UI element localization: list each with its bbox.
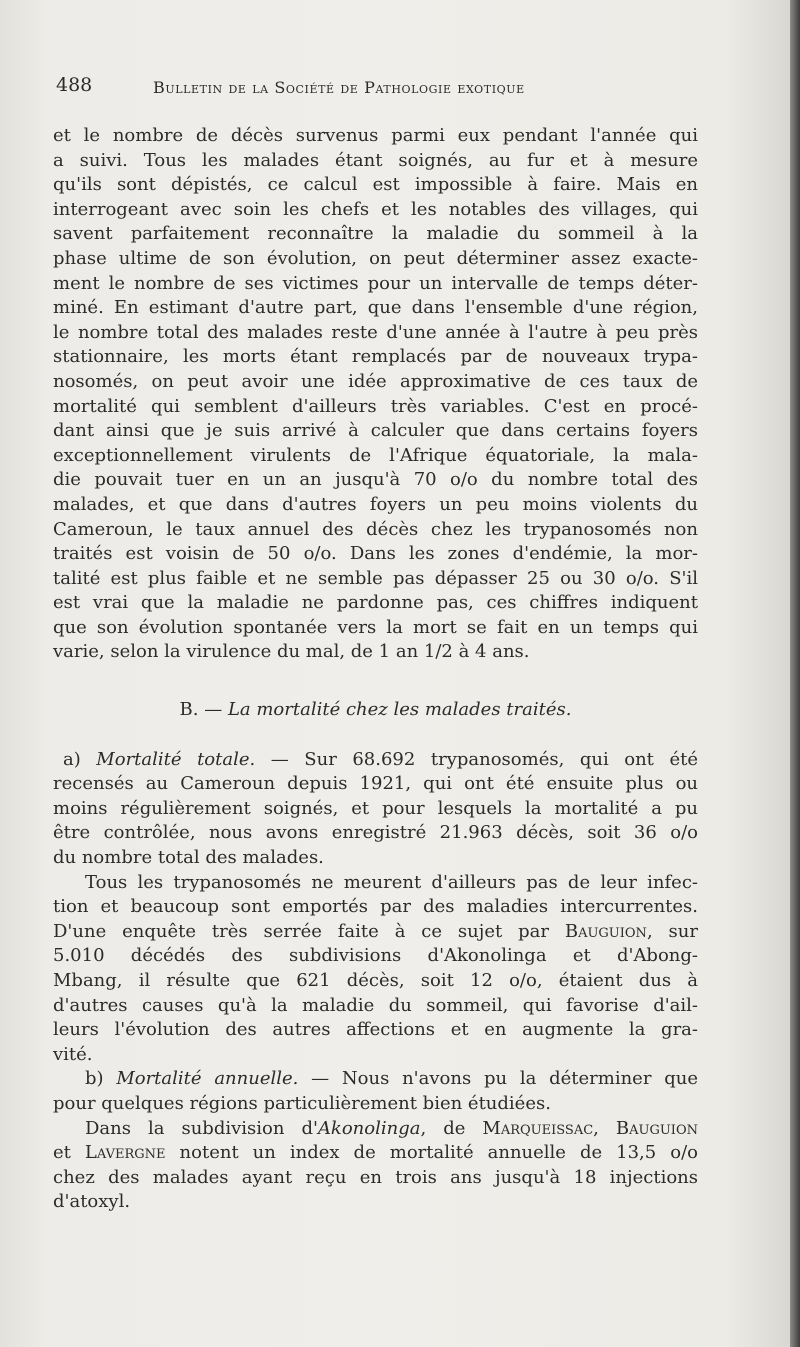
section-label: B. —: [179, 699, 223, 721]
text-fragment: notent un index de mortalité annuelle de 13,5 o/o: [179, 1142, 698, 1164]
text-line: mortalité qui semblent d'ailleurs très variables. C'est en procé-: [53, 395, 698, 417]
text-fragment: — Nous n'avons pu la déterminer que: [311, 1068, 698, 1090]
page-header: [56, 74, 696, 104]
text-line: miné. En estimant d'autre part, que dans l'ensemble d'une région,: [53, 297, 698, 319]
text-line: recensés au Cameroun depuis 1921, qui ont été ensuite plus ou: [53, 773, 698, 795]
text-line: chez des malades ayant reçu en trois ans jusqu'à 18 injections: [53, 1166, 698, 1188]
text-line: varie, selon la virulence du mal, de 1 an 1/2 à 4 ans.: [53, 641, 530, 663]
subsection-title: Mortalité totale.: [96, 748, 256, 770]
text-line: le nombre total des malades reste d'une année à l'autre à peu près: [53, 321, 698, 343]
text-line: ment le nombre de ses victimes pour un intervalle de temps déter-: [53, 272, 698, 294]
text-line: malades, et que dans d'autres foyers un peu moins violents du: [53, 493, 698, 515]
text-fragment: D'une enquête très serrée faite à ce sujet par: [53, 920, 549, 942]
text-line: exceptionnellement virulents de l'Afrique équatoriale, la mala-: [53, 444, 698, 466]
text-line: Tous les trypanosomés ne meurent d'ailleurs pas de leur infec-: [85, 871, 698, 893]
page-edge: [790, 0, 800, 1347]
text-fragment: — Sur 68.692 trypanosomés, qui ont été: [270, 748, 698, 770]
text-line: pour quelques régions particulièrement bien étudiées.: [53, 1092, 551, 1114]
text-line: 5.010 décédés des subdivisions d'Akonolinga et d'Abong-: [53, 945, 698, 967]
text-line: leurs l'évolution des autres affections et en augmente la gra-: [53, 1019, 698, 1041]
text-line: stationnaire, les morts étant remplacés par de nouveaux trypa-: [53, 346, 698, 368]
section-spacer: [53, 665, 698, 698]
paragraph-akonolinga: [53, 1117, 698, 1215]
text-fragment: et: [53, 1142, 71, 1164]
text-line: Cameroun, le taux annuel des décès chez les trypanosomés non: [53, 518, 698, 540]
text-line: que son évolution spontanée vers la mort se fait en un temps qui: [53, 616, 698, 638]
text-line: a suivi. Tous les malades étant soignés, au fur et à mesure: [53, 149, 698, 171]
text-fragment: , sur: [646, 920, 698, 942]
author-name: Bauguion: [564, 920, 647, 942]
text-line: talité est plus faible et ne semble pas dépasser 25 ou 30 o/o. S'il: [53, 567, 698, 589]
text-line: est vrai que la maladie ne pardonne pas, ces chiffres indiquent: [53, 592, 698, 614]
place-name: Akonolinga: [317, 1117, 421, 1139]
text-fragment: , de: [420, 1117, 466, 1139]
paragraph-intro: [53, 124, 698, 665]
text-line: dant ainsi que je suis arrivé à calculer que dans certains foyers: [53, 420, 698, 442]
author-name: Lavergne: [84, 1142, 166, 1164]
text-line: traités est voisin de 50 o/o. Dans les zones d'endémie, la mor-: [53, 543, 698, 565]
text-line: moins régulièrement soignés, et pour lesquels la mortalité a pu: [53, 797, 698, 819]
text-line: [53, 920, 698, 945]
subsection-label: b): [85, 1068, 104, 1090]
text-line: phase ultime de son évolution, on peut déterminer assez exacte-: [53, 247, 698, 269]
text-line: qu'ils sont dépistés, ce calcul est impossible à faire. Mais en: [53, 174, 698, 196]
text-line: interrogeant avec soin les chefs et les notables des villages, qui: [53, 198, 698, 220]
subsection-title: Mortalité annuelle.: [116, 1068, 299, 1090]
section-title: La mortalité chez les malades traités.: [227, 699, 572, 721]
text-line: d'atoxyl.: [53, 1191, 131, 1213]
text-line: Mbang, il résulte que 621 décès, soit 12 o/o, étaient dus à: [53, 970, 698, 991]
text-line: d'autres causes qu'à la maladie du sommeil, qui favorise d'ail-: [53, 994, 698, 1016]
page-number: 488: [56, 74, 93, 96]
text-fragment: Dans la subdivision d': [85, 1117, 318, 1139]
author-name: Marqueissac: [482, 1117, 594, 1139]
paragraph-intercurrent: [53, 871, 698, 1068]
text-line: [53, 1117, 698, 1142]
section-heading: [53, 698, 698, 723]
text-line: die pouvait tuer en un an jusqu'à 70 o/o du nombre total des: [53, 469, 698, 491]
running-title: Bulletin de la Société de Pathologie exotique: [153, 78, 525, 97]
text-line: nosomés, on peut avoir une idée approximative de ces taux de: [53, 370, 698, 392]
text-line: et le nombre de décès survenus parmi eux pendant l'année qui: [53, 125, 698, 146]
text-fragment: ,: [593, 1117, 599, 1139]
text-line: être contrôlée, nous avons enregistré 21.963 décès, soit 36 o/o: [53, 822, 698, 844]
text-line: [53, 1141, 698, 1166]
text-line: tion et beaucoup sont emportés par des maladies intercurrentes.: [53, 896, 698, 918]
author-name: Bauguion: [615, 1117, 698, 1139]
body-text: [53, 124, 698, 1215]
subsection-label: a): [63, 748, 81, 770]
text-line: du nombre total des malades.: [53, 847, 324, 869]
paragraph-annual-mortality: [53, 1067, 698, 1116]
text-line: savent parfaitement reconnaître la maladie du sommeil à la: [53, 223, 698, 245]
text-line: [53, 1067, 698, 1092]
text-line: vité.: [53, 1043, 93, 1065]
text-line: [53, 748, 698, 773]
paragraph-total-mortality: [53, 748, 698, 871]
